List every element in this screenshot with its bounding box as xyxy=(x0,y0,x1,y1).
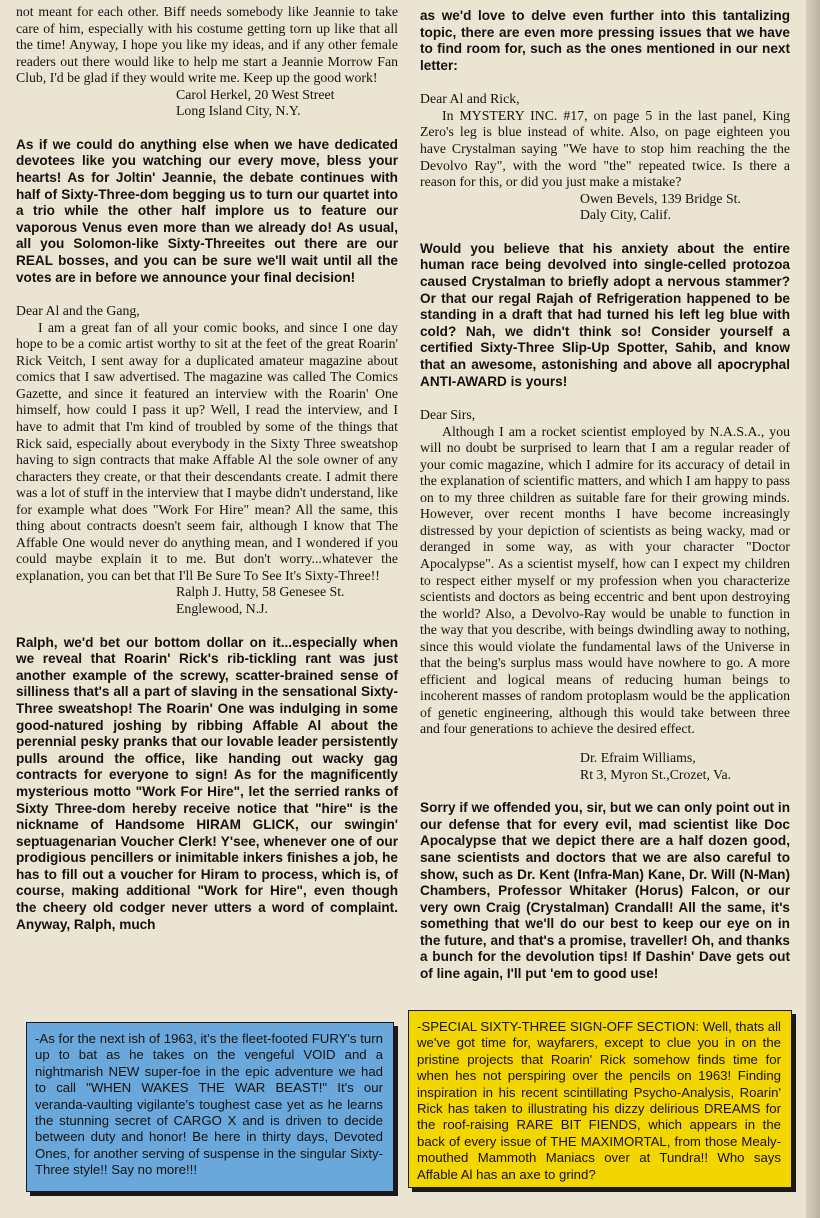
letter-4-signature-location: Rt 3, Myron St.,Crozet, Va. xyxy=(580,766,732,782)
letter-4-body: Although I am a rocket scientist employed by N.A.S.A., you will no doubt be surprised to learn that I am a regular reader of your comic magazine, which I admire for its accuracy of detail in the explanation of scientific matters, and which I am happy to pass on to my three children as suitable fare for their growing minds. However, over recent months I have become increasingly distressed by your depiction of scientists as being wacky, mad or deranged in some way, as with your character "Doctor Apocalypse". As a scientist myself, how can I expect my children to respect either myself or my profession when you characterize scientists and doctors as being eccentric and bent upon destroying the world? Also, a Devolvo-Ray would be unable to function in the way that you describe, with beings dwindling away to nothing, since this would violate the fundamental laws of the Universe in that the being's surplus mass would have nowhere to go. A more efficient and logical means of reducing human beings to incoherent masses of random protoplasm would be the application of genetic engineering, although this would take between three and four generations to achieve the desired effect. xyxy=(420,423,790,737)
letter-2-salutation: Dear Al and the Gang, xyxy=(16,303,140,319)
letter-3-signature-location: Daly City, Calif. xyxy=(580,207,672,223)
letter-4-salutation: Dear Sirs, xyxy=(420,407,476,423)
letter-3-salutation: Dear Al and Rick, xyxy=(420,91,520,107)
editor-reply-3: Would you believe that his anxiety about the entire human race being devolved into single-celled protozoa caused Crystalman to briefly adopt a nervous stammer? Or that our regal Rajah of Refrigeration happened to be standing in a draft that had turned his left leg blue with cold? Nah, we didn't think so! Consider yourself a certified Sixty-Three Slip-Up Spotter, Sahib, and know that an awesome, astonishing and above all apocryphal ANTI-AWARD is yours! xyxy=(420,240,790,389)
letter-1-signature-name: Carol Herkel, 20 West Street xyxy=(176,86,335,102)
editor-reply-2-continued: as we'd love to delve even further into this tantalizing topic, there are even more pressing issues that we have to find room for, such as the ones mentioned in our next letter: xyxy=(420,8,790,73)
right-column xyxy=(420,8,790,983)
letter-2-signature-location: Englewood, N.J. xyxy=(176,601,268,617)
letter-4-signature-name: Dr. Efraim Williams, xyxy=(580,750,696,766)
page-edge xyxy=(806,0,820,1218)
editor-reply-1: As if we could do anything else when we have dedicated devotees like you watching our every move, bless your hearts! As for Joltin' Jeannie, the debate continues with half of Sixty-Three-dom begging us to turn our quartet into a trio while the other half implore us to feature our vaporous Venus even more than we already do! As usual, all you Solomon-like Sixty-Threeites out there are our REAL bosses, and you can be sure we'll wait until all the votes are in before we announce your final decision! xyxy=(16,136,398,285)
letter-3-signature-name: Owen Bevels, 139 Bridge St. xyxy=(580,190,741,206)
letter-1-ending: not meant for each other. Biff needs somebody like Jeannie to take care of him, especially with his costume getting torn up like that all the time! Anyway, I hope you like my ideas, and if any other female readers out there would like to help me start a Jeannie Morrow Fan Club, I'd be glad if they would write me. Keep up the good work! xyxy=(16,4,398,86)
editor-reply-2: Ralph, we'd bet our bottom dollar on it...especially when we reveal that Roarin' Rick's rib-tickling rant was just another example of the screwy, scatter-brained sense of silliness that's all a part of slaving in the sensational Sixty-Three sweatshop! The Roarin' One was indulging in some good-natured joshing by ribbing Affable Al about the perennial pesky pranks that our lovable leader persistently pulls around the office, like handing out wacky gag contracts for everyone to sign! As for the magnificently mysterious motto "Work For Hire", let the serried ranks of Sixty Three-dom hereby receive notice that "hire" is the nickname of Handsome HIRAM GLICK, our swingin' septuagenarian Voucher Clerk! Y'see, whenever one of our prodigious pencillers or inimitable inkers finishes a job, he has to fill out a voucher for Hiram to process, which is, of course, making additional "Work for Hire", even though the cheery old codger never utters a word of complaint. Anyway, Ralph, much xyxy=(16,634,398,932)
signoff-box: -SPECIAL SIXTY-THREE SIGN-OFF SECTION: Well, thats all we've got time for, wayfarers, except to clue you in on the pristine projects that Roarin' Rick somehow finds time for when hes not perspiring over the pencils on 1963! Finding inspiration in his recent scintillating Psycho-Analysis, Roarin' Rick has taken to illustrating his dizzy delirious DREAMS for the roof-raising RARE BIT FIENDS, which appears in the back of every issue of THE MAXIMORTAL, from those Mealy-mouthed Mammoth Maniacs over at Tundra!! Who says Affable Al has an axe to grind? xyxy=(408,1010,792,1188)
next-issue-box: -As for the next ish of 1963, it's the fleet-footed FURY's turn up to bat as he takes on the vengeful VOID and a nightmarish NEW super-foe in the epic adventure we had to call "WHEN WAKES THE WAR BEAST!" It's our veranda-vaulting vigilante's toughest case yet as he learns the stunning secret of CARGO X and is driven to decide between duty and honor! Be here in thirty days, Devoted Ones, for another serving of suspense in the singular Sixty-Three style!! Say no more!!! xyxy=(26,1022,394,1192)
editor-reply-4: Sorry if we offended you, sir, but we can only point out in our defense that for every evil, mad scientist like Doc Apocalypse that we depict there are a half dozen good, sane scientists and doctors that we are also careful to show, such as Dr. Kent (Infra-Man) Kane, Dr. Will (N-Man) Chambers, Professor Whitaker (Horus) Falcon, or our very own Craig (Crystalman) Crandall! All the same, it's something that we'll do our best to keep our eye on in the future, and that's a promise, traveller! Oh, and thanks a bunch for the devolution tips! If Dashin' Dave gets out of line again, I'll put 'em to good use! xyxy=(420,800,790,982)
letter-2-body: I am a great fan of all your comic books, and since I one day hope to be a comic artist worthy to sit at the feet of the great Roarin' Rick Veitch, I sent away for a duplicated amateur magazine about comics that I saw advertised. The magazine was called The Comics Gazette, and since it featured an interview with the Roarin' One himself, how could I pass it up? Well, I read the interview, and I have to admit that I'm kind of troubled by some of the things that Rick said, especially about everybody in the Sixty Three sweatshop having to sign contracts that make Affable Al the sole owner of any characters they create, or that their descendants create. I admit there was a lot of stuff in the interview that I maybe didn't understand, like for example what does "Work For Hire" mean? All the same, this thing about contracts doesn't seem fair, although I know that The Affable One would never do anything mean, and I wondered if you could maybe explain it to me. But don't worry...whatever the explanation, you can bet that I'll Be Sure To See It's Sixty-Three!! xyxy=(16,319,398,583)
letter-1-signature-location: Long Island City, N.Y. xyxy=(176,103,301,119)
left-column xyxy=(16,4,398,933)
letter-3-body: In MYSTERY INC. #17, on page 5 in the last panel, King Zero's leg is blue instead of white. Also, on page eighteen you have Crystalman saying "We have to stop him reaching the the Devolvo Ray", with the word "the" repeated twice. Is there a reason for this, or did you just make a mistake? xyxy=(420,107,790,190)
letter-2-signature-name: Ralph J. Hutty, 58 Genesee St. xyxy=(176,584,345,600)
